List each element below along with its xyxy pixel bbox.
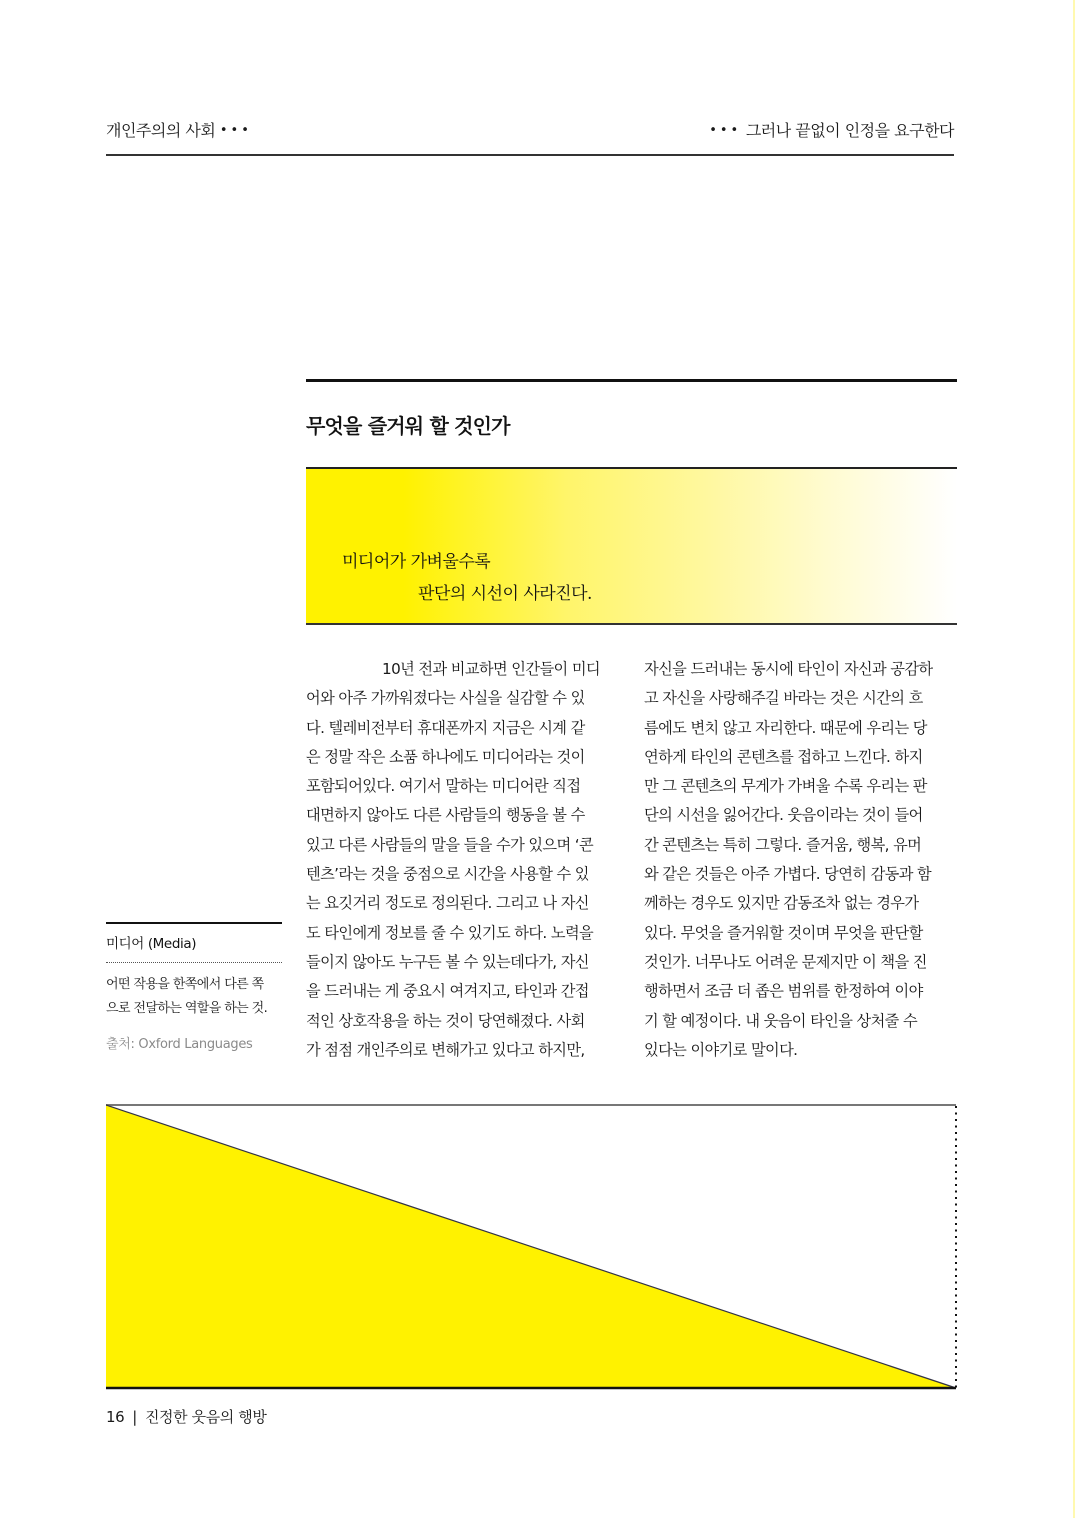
chapter-title: 개인주의의 사회: [106, 121, 216, 140]
body-line: 적인 상호작용을 하는 것이 당연해졌다. 사회: [306, 1011, 585, 1030]
subtitle: 그러나 끝없이 인정을 요구한다: [745, 121, 954, 140]
glossary-definition-line: 으로 전달하는 역할을 하는 것.: [106, 1001, 268, 1016]
body-line: 은 정말 작은 소품 하나에도 미디어라는 것이: [306, 747, 585, 766]
glossary-dotted-divider: [106, 962, 282, 963]
body-line: 있다는 이야기로 말이다.: [644, 1040, 798, 1059]
body-column-left: [306, 655, 618, 1065]
running-header-right: [709, 118, 954, 141]
page-footer: [106, 1406, 266, 1427]
section-title: 무엇을 즐거워 할 것인가: [306, 414, 510, 438]
body-line: 만 그 콘텐츠의 무게가 가벼울 수록 우리는 판: [644, 777, 927, 796]
body-line: 대면하지 않아도 다른 사람들의 행동을 볼 수: [306, 806, 585, 825]
ellipsis-dots-icon: •••: [709, 123, 742, 138]
body-line: 도 타인에게 정보를 줄 수 있기도 하다. 노력을: [306, 923, 594, 942]
body-line: 자신을 드러내는 동시에 타인이 자신과 공감하: [644, 660, 933, 678]
body-line: 있고 다른 사람들의 말을 들을 수가 있으며 ‘콘: [306, 835, 594, 854]
running-header: [106, 118, 954, 142]
body-line: 있다. 무엇을 즐거워할 것이며 무엇을 판단할: [644, 923, 923, 942]
pullquote-bottom-rule: [306, 623, 957, 625]
section-top-rule: [306, 379, 957, 382]
body-line: 고 자신을 사랑해주길 바라는 것은 시간의 흐: [644, 689, 923, 708]
body-line: 10년 전과 비교하면 인간들이 미디: [382, 660, 600, 678]
body-line: 어와 아주 가까워졌다는 사실을 실감할 수 있: [306, 689, 585, 708]
body-line: 연하게 타인의 콘텐츠를 접하고 느낀다. 하지: [644, 747, 923, 766]
glossary-definition: [106, 973, 282, 1021]
ellipsis-dots-icon: •••: [219, 123, 252, 138]
body-line: 들이지 않아도 누구든 볼 수 있는데다가, 자신: [306, 952, 589, 971]
body-line: 기 할 예정이다. 내 웃음이 타인을 상처줄 수: [644, 1011, 918, 1030]
body-line: 가 점점 개인주의로 변해가고 있다고 하지만,: [306, 1040, 585, 1059]
body-line: 행하면서 조금 더 좁은 범위를 한정하여 이야: [644, 982, 923, 1001]
body-line: 다. 텔레비전부터 휴대폰까지 지금은 시계 같: [306, 718, 585, 737]
body-line: 포함되어있다. 여기서 말하는 미디어란 직접: [306, 777, 581, 796]
body-line: 간 콘텐츠는 특히 그렇다. 즐거움, 행복, 유머: [644, 835, 922, 854]
pullquote-line-2: 판단의 시선이 사라진다.: [418, 584, 592, 604]
pullquote-line-1: 미디어가 가벼울수록: [342, 552, 491, 572]
glossary-sidebar: [106, 922, 282, 1052]
glossary-source: 출처: Oxford Languages: [106, 1037, 253, 1052]
body-line: 텐츠’라는 것을 중점으로 시간을 사용할 수 있: [306, 865, 589, 884]
triangle-graphic: [106, 1104, 958, 1390]
footer-separator: |: [132, 1408, 137, 1426]
body-line: 단의 시선을 잃어간다. 웃음이라는 것이 들어: [644, 806, 923, 825]
body-line: 께하는 경우도 있지만 감동조차 없는 경우가: [644, 894, 919, 913]
page-number: 16: [106, 1408, 125, 1426]
glossary-term: 미디어 (Media): [106, 936, 197, 952]
body-line: 을 드러내는 게 중요시 여겨지고, 타인과 간접: [306, 982, 589, 1001]
body-column-right: [644, 655, 956, 1065]
body-line: 는 요깃거리 정도로 정의된다. 그리고 나 자신: [306, 894, 589, 913]
header-divider: [106, 154, 954, 156]
glossary-definition-line: 어떤 작용을 한쪽에서 다른 쪽: [106, 977, 264, 992]
pullquote-box: [306, 469, 957, 623]
body-line: 와 같은 것들은 아주 가볍다. 당연히 감동과 함: [644, 865, 932, 884]
body-line: 것인가. 너무나도 어려운 문제지만 이 책을 진: [644, 952, 927, 971]
running-header-left: [106, 118, 252, 141]
body-line: 름에도 변치 않고 자리한다. 때문에 우리는 당: [644, 718, 927, 737]
book-title: 진정한 웃음의 행방: [144, 1408, 267, 1426]
glossary-top-rule: [106, 922, 282, 924]
